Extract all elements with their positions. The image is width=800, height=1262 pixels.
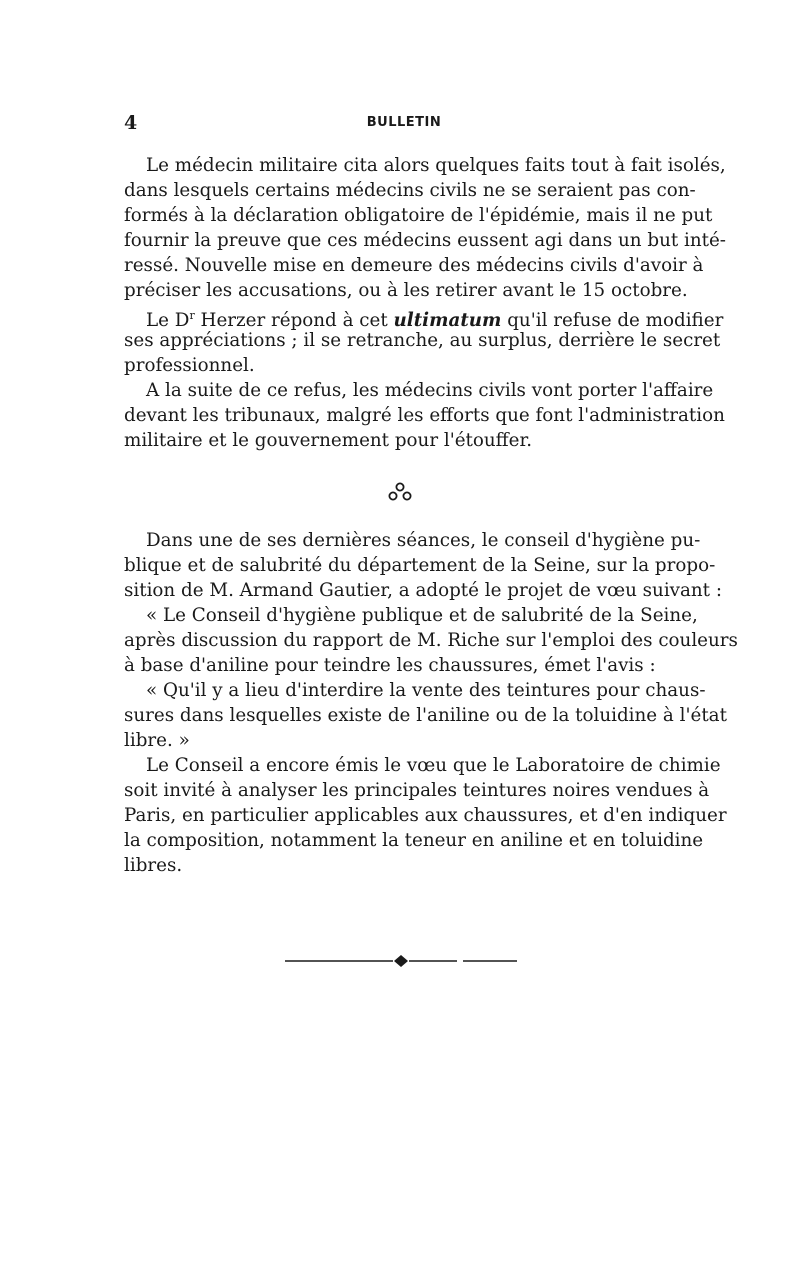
text-line: ressé. Nouvelle mise en demeure des médecins civils d'avoir à: [124, 255, 704, 276]
text-line: soit invité à analyser les principales teintures noires vendues à: [124, 780, 710, 801]
paragraph-5: [124, 603, 738, 678]
asterism-dot: [389, 492, 396, 499]
end-divider-ornament: [285, 954, 517, 968]
superscript: r: [189, 309, 195, 322]
text-line: « Qu'il y a lieu d'interdire la vente des teintures pour chaus-: [146, 680, 706, 701]
text-block-lower: [124, 528, 738, 878]
text-line: « Le Conseil d'hygiène publique et de salubrité de la Seine,: [146, 605, 698, 626]
text-line: fournir la preuve que ces médecins eussent agi dans un but inté-: [124, 230, 726, 251]
asterism-dot: [396, 483, 403, 490]
text-line: la composition, notamment la teneur en aniline et en toluidine: [124, 830, 704, 851]
page-number: 4: [124, 112, 138, 134]
text-line: [124, 303, 724, 332]
text-block-upper: [124, 153, 726, 453]
text-line: A la suite de ce refus, les médecins civils vont porter l'affaire: [146, 380, 714, 401]
text-line: à base d'aniline pour teindre les chaussures, émet l'avis :: [124, 655, 656, 676]
text-line: militaire et le gouvernement pour l'étouffer.: [124, 430, 533, 451]
paragraph-4: [124, 528, 722, 603]
paragraph-7: [124, 753, 727, 878]
text-line: formés à la déclaration obligatoire de l'épidémie, mais il ne put: [124, 205, 713, 226]
text-run: qu'il refuse de modifier: [501, 310, 724, 332]
paragraph-1: [124, 153, 726, 303]
text-line: devant les tribunaux, malgré les efforts que font l'administration: [124, 405, 725, 426]
text-line: blique et de salubrité du département de la Seine, sur la propo-: [124, 555, 716, 576]
text-line: sition de M. Armand Gautier, a adopté le projet de vœu suivant :: [124, 580, 722, 601]
paragraph-3: [124, 378, 725, 453]
text-line: professionnel.: [124, 355, 255, 376]
text-line: sures dans lesquelles existe de l'aniline ou de la toluidine à l'état: [124, 705, 727, 726]
text-line: dans lesquels certains médecins civils ne se seraient pas con-: [124, 180, 696, 201]
text-line: Paris, en particulier applicables aux chaussures, et d'en indiquer: [124, 805, 727, 826]
text-line: Le médecin militaire cita alors quelques faits tout à fait isolés,: [146, 155, 726, 176]
paragraph-2: [124, 303, 724, 378]
running-title: BULLETIN: [366, 115, 442, 130]
paragraph-6: [124, 678, 727, 753]
page-header: [124, 112, 684, 136]
asterism-dot: [403, 492, 410, 499]
text-line: préciser les accusations, ou à les retirer avant le 15 octobre.: [124, 280, 688, 301]
text-line: libre. »: [124, 730, 190, 751]
text-line: ses appréciations ; il se retranche, au surplus, derrière le secret: [124, 330, 721, 351]
text-line: Le Conseil a encore émis le vœu que le Laboratoire de chimie: [146, 755, 721, 776]
text-run: Herzer répond à cet: [194, 310, 394, 332]
text-line: Dans une de ses dernières séances, le conseil d'hygiène pu-: [146, 530, 701, 551]
text-line: après discussion du rapport de M. Riche sur l'emploi des couleurs: [124, 630, 738, 651]
text-line: libres.: [124, 855, 183, 876]
italic-term: ultimatum: [393, 310, 502, 332]
asterism-ornament: [388, 480, 412, 504]
divider-diamond: [394, 955, 408, 967]
text-run: Le D: [146, 310, 190, 332]
